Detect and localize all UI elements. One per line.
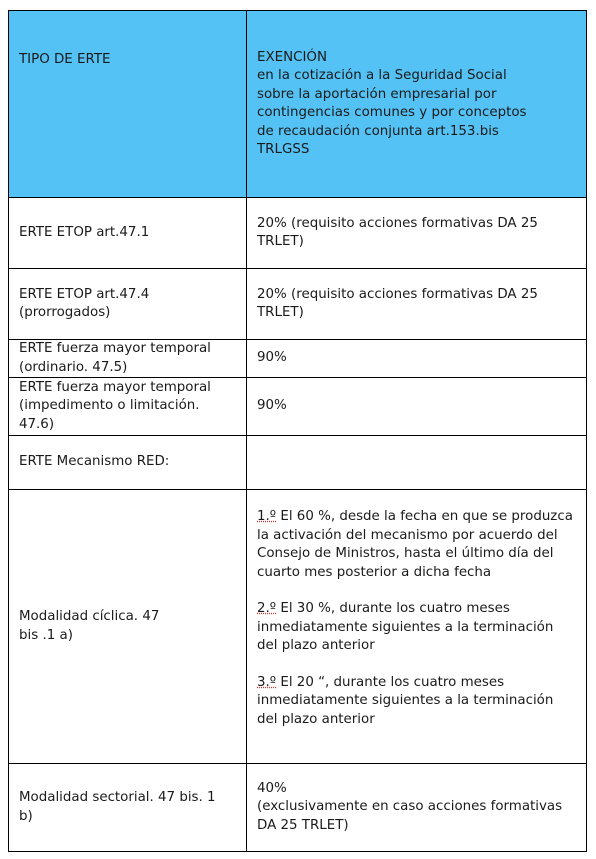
erte-exemption-table	[8, 10, 587, 852]
exemption-cell	[247, 490, 587, 764]
table-row	[9, 269, 587, 340]
header-line: TRLGSS	[257, 142, 310, 157]
table-header-row	[9, 11, 587, 198]
exemption-item-2	[257, 600, 576, 656]
item-text: El 30 %, durante los cuatro meses inmediatamente siguientes a la terminación del plazo anterior	[257, 601, 554, 653]
type-cell: ERTE Mecanismo RED:	[9, 436, 247, 490]
header-line: EXENCIÓN	[257, 49, 327, 65]
header-type-label: TIPO DE ERTE	[19, 52, 111, 67]
exemption-cell: 20% (requisito acciones formativas DA 25 TRLET)	[247, 198, 587, 269]
table-row	[9, 340, 587, 378]
header-line: sobre la aportación empresarial por	[257, 86, 497, 102]
exemption-item-3	[257, 674, 576, 730]
type-cell: ERTE ETOP art.47.4 (prorrogados)	[9, 269, 247, 340]
header-line: de recaudación conjunta art.153.bis	[257, 123, 499, 139]
exemption-item-1	[257, 508, 576, 582]
table-row	[9, 764, 587, 852]
header-line: contingencias comunes y por conceptos	[257, 105, 527, 120]
exemption-cell: 90%	[247, 378, 587, 436]
type-cell: ERTE ETOP art.47.1	[9, 198, 247, 269]
exemption-line: (exclusivamente en caso acciones formativas DA 25 TRLET)	[257, 799, 563, 833]
table-row	[9, 378, 587, 436]
exemption-cell	[247, 436, 587, 490]
table-row	[9, 490, 587, 764]
item-number: 2.º	[257, 601, 277, 616]
header-exemption-cell	[247, 11, 587, 198]
header-type-cell	[9, 11, 247, 198]
item-number: 3.º	[257, 674, 277, 690]
item-number: 1.º	[257, 509, 277, 524]
header-line: en la cotización a la Seguridad Social	[257, 68, 507, 83]
exemption-line: 40%	[257, 780, 287, 796]
type-cell: Modalidad sectorial. 47 bis. 1 b)	[9, 764, 247, 852]
item-text: El 20 “, durante los cuatro meses inmediatamente siguientes a la terminación del plazo anterior	[257, 674, 554, 727]
item-text: El 60 %, desde la fecha en que se produzca la activación del mecanismo por acuerdo del Consejo de Ministros, hasta el último día del cuarto mes posterior a dicha fecha	[257, 509, 573, 580]
type-cell: ERTE fuerza mayor temporal (impedimento o limitación. 47.6)	[9, 378, 247, 436]
exemption-cell	[247, 764, 587, 852]
table-row	[9, 198, 587, 269]
table-row	[9, 436, 587, 490]
exemption-cell: 90%	[247, 340, 587, 378]
exemption-cell: 20% (requisito acciones formativas DA 25 TRLET)	[247, 269, 587, 340]
type-cell: ERTE fuerza mayor temporal (ordinario. 47.5)	[9, 340, 247, 378]
type-cell: Modalidad cíclica. 47 bis .1 a)	[9, 490, 247, 764]
